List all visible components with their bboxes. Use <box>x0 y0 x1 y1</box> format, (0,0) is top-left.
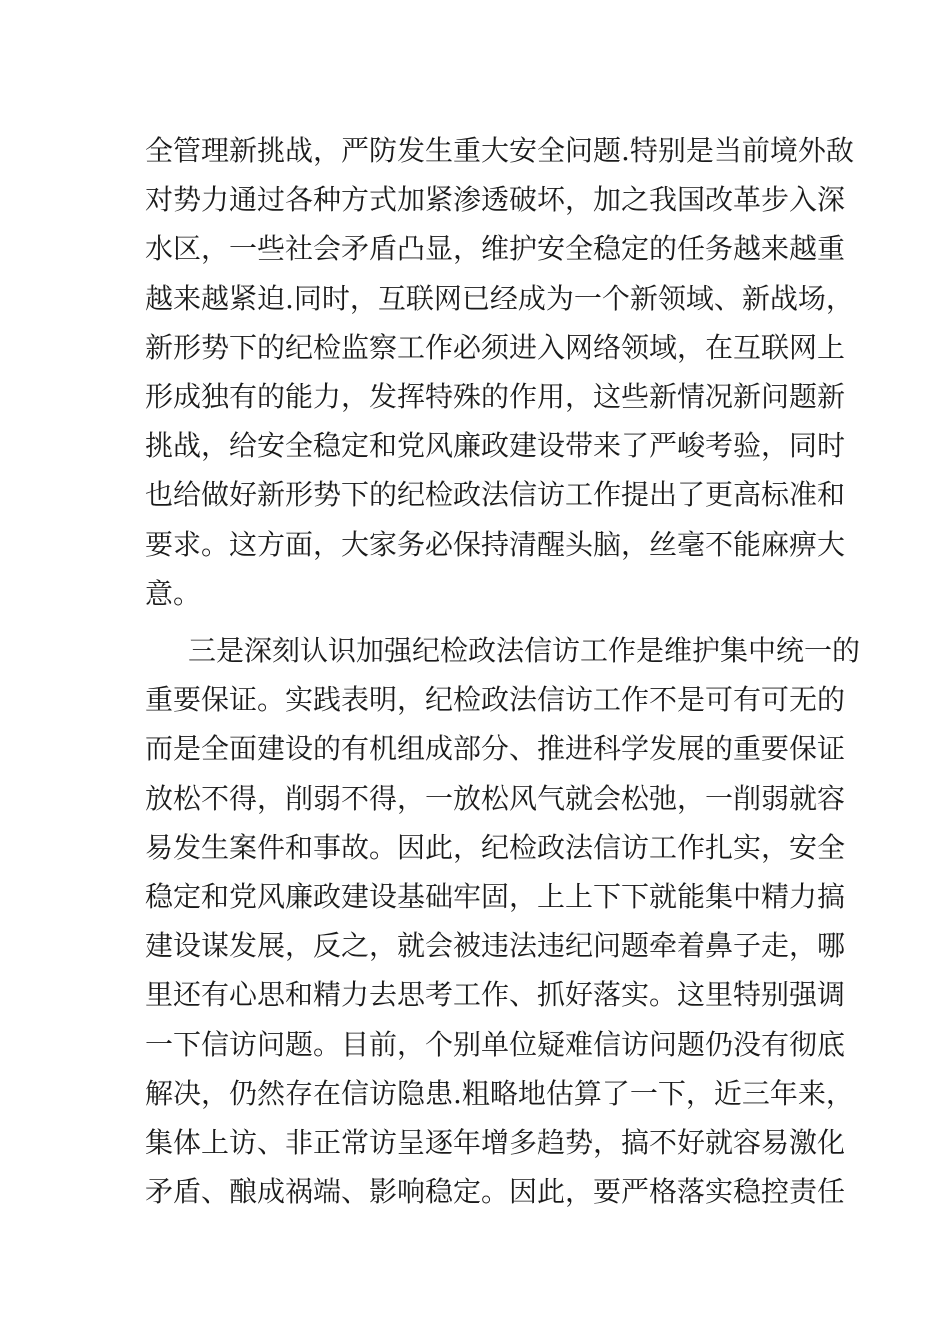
text-line: 稳定和党风廉政建设基础牢固，上上下下就能集中精力搞 <box>145 879 846 913</box>
text-line: 意。 <box>145 576 202 610</box>
text-line: 建设谋发展，反之，就会被违法违纪问题牵着鼻子走，哪 <box>145 929 846 963</box>
paragraph-2 <box>145 626 861 1216</box>
text-line: 而是全面建设的有机组成部分、推进科学发展的重要保证 <box>145 732 846 766</box>
text-line: 对势力通过各种方式加紧渗透破坏，加之我国改革步入深 <box>145 183 846 217</box>
paragraph-1 <box>145 126 854 618</box>
text-line: 要求。这方面，大家务必保持清醒头脑，丝毫不能麻痹大 <box>145 527 846 561</box>
text-line: 放松不得，削弱不得，一放松风气就会松弛，一削弱就容 <box>145 781 846 815</box>
text-line: 重要保证。实践表明，纪检政法信访工作不是可有可无的 <box>145 683 846 717</box>
text-line: 全管理新挑战，严防发生重大安全问题.特别是当前境外敌 <box>145 134 854 167</box>
text-line: 新形势下的纪检监察工作必须进入网络领域，在互联网上 <box>145 330 846 364</box>
text-line: 也给做好新形势下的纪检政法信访工作提出了更高标准和 <box>145 478 846 512</box>
text-line: 水区，一些社会矛盾凸显，维护安全稳定的任务越来越重 <box>145 232 846 266</box>
text-line: 一下信访问题。目前，个别单位疑难信访问题仍没有彻底 <box>145 1027 846 1061</box>
text-line: 越来越紧迫.同时，互联网已经成为一个新领域、新战场， <box>145 281 854 315</box>
text-line: 集体上访、非正常访呈逐年增多趋势，搞不好就容易激化 <box>145 1125 846 1159</box>
text-line: 解决，仍然存在信访隐患.粗略地估算了一下，近三年来， <box>145 1076 854 1110</box>
text-line: 挑战，给安全稳定和党风廉政建设带来了严峻考验，同时 <box>145 429 846 463</box>
text-line: 矛盾、酿成祸端、影响稳定。因此，要严格落实稳控责任 <box>145 1175 846 1209</box>
text-line: 易发生案件和事故。因此，纪检政法信访工作扎实，安全 <box>145 830 846 864</box>
text-line: 形成独有的能力，发挥特殊的作用，这些新情况新问题新 <box>145 379 846 413</box>
text-line: 三是深刻认识加强纪检政法信访工作是维护集中统一的 <box>188 634 861 667</box>
text-line: 里还有心思和精力去思考工作、抓好落实。这里特别强调 <box>145 978 846 1012</box>
